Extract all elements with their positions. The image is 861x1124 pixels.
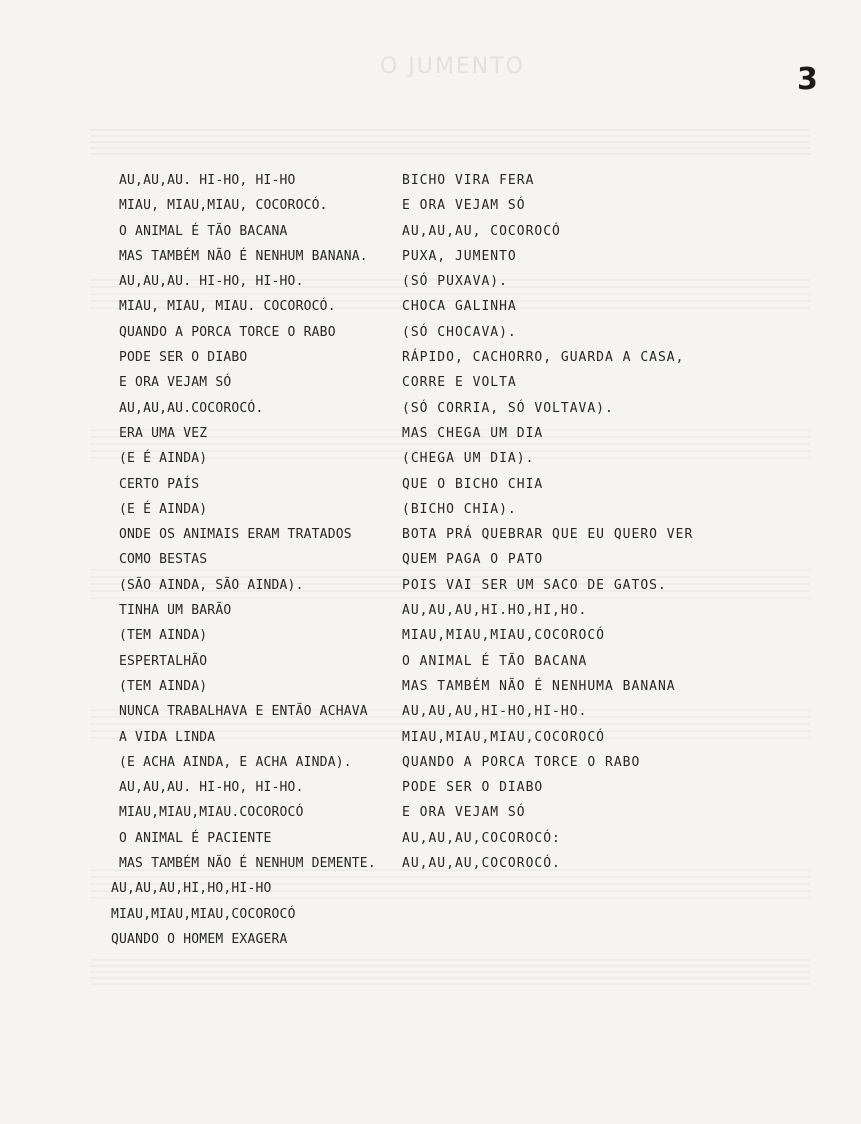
lyric-line: PODE SER O DIABO (402, 780, 544, 796)
lyric-line: MIAU,MIAU,MIAU,COCOROCÓ (111, 906, 296, 922)
lyric-line: (BICHO CHIA). (402, 501, 517, 517)
lyric-line: AU,AU,AU.COCOROCÓ. (119, 400, 264, 416)
lyric-line: (SÓ PUXAVA). (402, 274, 508, 290)
lyric-line: A VIDA LINDA (119, 729, 216, 745)
lyric-line: POIS VAI SER UM SACO DE GATOS. (402, 577, 667, 593)
lyric-line: AU,AU,AU, COCOROCÓ (402, 223, 561, 239)
lyric-line: AU,AU,AU. HI-HO, HI-HO (119, 173, 296, 188)
lyric-line: (TEM AINDA) (119, 628, 208, 644)
lyric-line: AU,AU,AU,COCOROCÓ: (402, 830, 561, 846)
lyric-line: (E É AINDA) (119, 451, 208, 467)
lyric-line: (E ACHA AINDA, E ACHA AINDA). (119, 754, 352, 770)
lyric-line: MAS TAMBÉM NÃO É NENHUM DEMENTE. (119, 856, 376, 872)
lyric-line: ERA UMA VEZ (119, 425, 208, 441)
lyric-line: O ANIMAL É TÃO BACANA (402, 653, 588, 669)
lyric-line: ONDE OS ANIMAIS ERAM TRATADOS (119, 527, 352, 543)
lyric-line: NUNCA TRABALHAVA E ENTÃO ACHAVA (119, 704, 368, 720)
lyric-line: CHOCA GALINHA (402, 299, 517, 315)
lyric-line: E ORA VEJAM SÓ (402, 805, 526, 821)
lyric-line: BOTA PRÁ QUEBRAR QUE EU QUERO VER (402, 527, 694, 543)
lyric-line: (SÓ CHOCAVA). (402, 324, 517, 340)
lyric-line: BICHO VIRA FERA (402, 173, 535, 188)
lyric-line: AU,AU,AU,HI.HO,HI,HO. (402, 603, 588, 619)
lyric-line: CERTO PAÍS (119, 476, 200, 492)
lyric-line: QUANDO A PORCA TORCE O RABO (402, 754, 641, 770)
lyric-line: ESPERTALHÃO (119, 653, 208, 669)
lyric-line: O ANIMAL É PACIENTE (119, 830, 272, 846)
lyric-line: QUE O BICHO CHIA (402, 476, 544, 492)
lyric-line: AU,AU,AU. HI-HO, HI-HO. (119, 274, 304, 290)
lyric-line: QUANDO A PORCA TORCE O RABO (119, 324, 336, 340)
lyric-line: CORRE E VOLTA (402, 375, 517, 391)
lyric-line: AU,AU,AU,COCOROCÓ. (402, 856, 561, 872)
lyric-line: (SÃO AINDA, SÃO AINDA). (119, 577, 304, 593)
lyric-line: PODE SER O DIABO (119, 350, 248, 366)
lyric-line: MIAU,MIAU,MIAU,COCOROCÓ (402, 729, 606, 745)
lyric-line: RÁPIDO, CACHORRO, GUARDA A CASA, (402, 350, 685, 366)
lyric-line: AU,AU,AU,HI-HO,HI-HO. (402, 704, 588, 720)
lyric-line: QUANDO O HOMEM EXAGERA (111, 931, 288, 947)
lyric-line: QUEM PAGA O PATO (402, 552, 544, 568)
lyric-line: O ANIMAL É TÃO BACANA (119, 223, 288, 239)
lyric-line: MIAU,MIAU,MIAU.COCOROCÓ (119, 805, 304, 821)
lyric-line: MAS CHEGA UM DIA (402, 425, 544, 441)
lyrics-left-column (111, 168, 394, 952)
lyric-line: MIAU, MIAU, MIAU. COCOROCÓ. (119, 299, 336, 315)
lyric-line: TINHA UM BARÃO (119, 603, 232, 619)
show-through-title: O JUMENTO (380, 54, 525, 79)
lyric-line: MAS TAMBÉM NÃO É NENHUMA BANANA (402, 678, 676, 694)
lyric-line: (E É AINDA) (119, 501, 208, 517)
lyrics-right-column (402, 168, 842, 876)
lyric-line: COMO BESTAS (119, 552, 208, 568)
lyric-line: (TEM AINDA) (119, 678, 208, 694)
lyric-line: MIAU,MIAU,MIAU,COCOROCÓ (402, 628, 606, 644)
lyric-line: (CHEGA UM DIA). (402, 451, 535, 467)
lyric-line: MIAU, MIAU,MIAU, COCOROCÓ. (119, 198, 328, 214)
lyric-line: (SÓ CORRIA, SÓ VOLTAVA). (402, 400, 614, 416)
lyric-line: AU,AU,AU,HI,HO,HI-HO (111, 881, 272, 897)
lyric-line: PUXA, JUMENTO (402, 248, 517, 264)
lyric-line: MAS TAMBÉM NÃO É NENHUM BANANA. (119, 248, 368, 264)
lyric-line: AU,AU,AU. HI-HO, HI-HO. (119, 780, 304, 796)
lyric-line: E ORA VEJAM SÓ (119, 375, 232, 391)
lyric-line: E ORA VEJAM SÓ (402, 198, 526, 214)
page-number: 3 (797, 62, 818, 97)
